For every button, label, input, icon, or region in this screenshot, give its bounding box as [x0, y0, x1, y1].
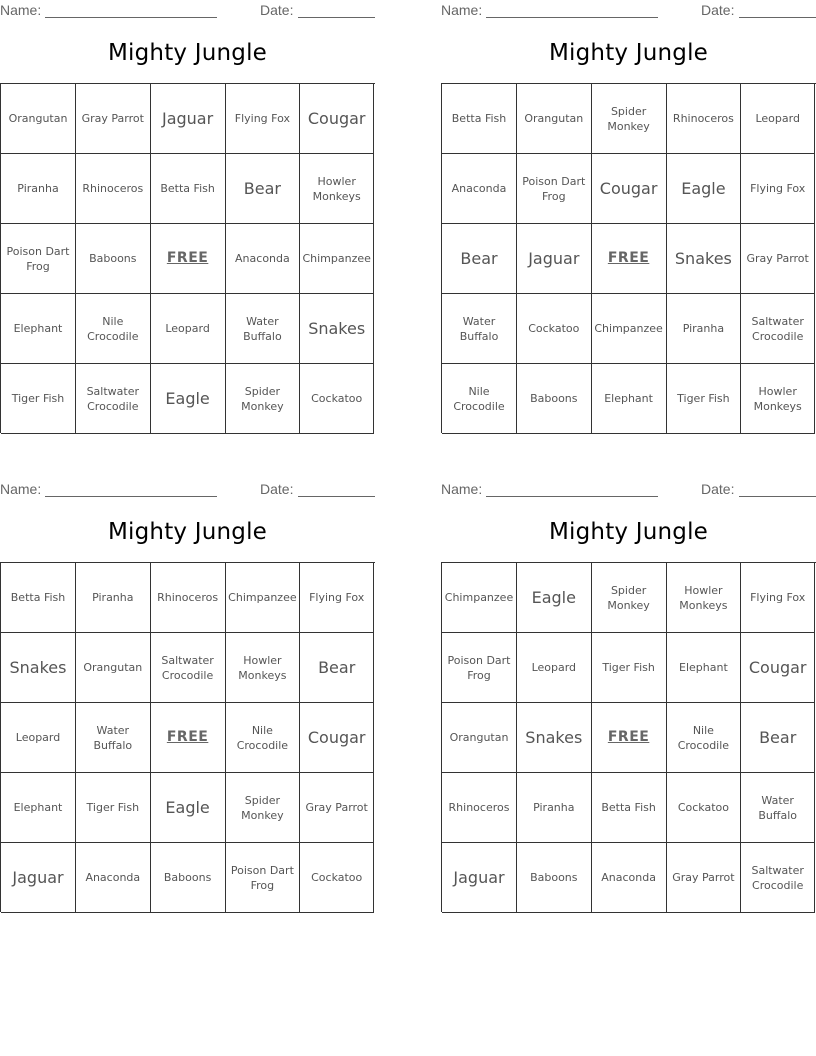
bingo-cell: Orangutan — [517, 84, 592, 154]
bingo-cell: Cougar — [741, 633, 815, 703]
bingo-card — [0, 0, 375, 440]
card-title: Mighty Jungle — [548, 519, 709, 545]
bingo-cell: Eagle — [517, 563, 592, 633]
bingo-cell: Gray Parrot — [76, 84, 151, 154]
bingo-cell: Elephant — [666, 633, 741, 703]
bingo-cell: Leopard — [151, 294, 226, 364]
bingo-cell: Betta Fish — [1, 563, 76, 633]
bingo-cell: Elephant — [1, 294, 76, 364]
bingo-cell: Cockatoo — [300, 843, 374, 913]
date-label: Date: — [260, 2, 294, 18]
bingo-cell: Anaconda — [225, 224, 300, 294]
bingo-cell: Howler Monkeys — [225, 633, 300, 703]
bingo-cell: Spider Monkey — [225, 773, 300, 843]
bingo-cell: Baboons — [76, 224, 151, 294]
free-space: FREE — [592, 224, 667, 294]
bingo-cell: Orangutan — [442, 703, 517, 773]
bingo-cell: Water Buffalo — [741, 773, 815, 843]
bingo-cell: Tiger Fish — [592, 633, 667, 703]
bingo-cell: Leopard — [1, 703, 76, 773]
bingo-cell: Eagle — [666, 154, 741, 224]
bingo-cell: Leopard — [741, 84, 815, 154]
bingo-cell: Cockatoo — [517, 294, 592, 364]
bingo-cell: Piranha — [517, 773, 592, 843]
bingo-cell: Piranha — [76, 563, 151, 633]
bingo-cell: Cougar — [300, 84, 374, 154]
bingo-cell: Rhinoceros — [151, 563, 226, 633]
bingo-cell: Water Buffalo — [225, 294, 300, 364]
bingo-cell: Piranha — [1, 154, 76, 224]
bingo-cell: Snakes — [1, 633, 76, 703]
bingo-cell: Baboons — [517, 843, 592, 913]
name-date-row — [0, 2, 375, 20]
bingo-cell: Gray Parrot — [741, 224, 815, 294]
bingo-cell: Snakes — [300, 294, 374, 364]
bingo-cell: Cougar — [300, 703, 374, 773]
name-label: Name: — [441, 481, 483, 497]
bingo-cell: Poison Dart Frog — [442, 633, 517, 703]
bingo-cell: Anaconda — [442, 154, 517, 224]
bingo-cell: Poison Dart Frog — [225, 843, 300, 913]
bingo-cell: Bear — [741, 703, 815, 773]
name-date-row — [0, 481, 375, 499]
bingo-cell: Howler Monkeys — [300, 154, 374, 224]
bingo-cell: Cockatoo — [300, 364, 374, 434]
name-blank-line[interactable] — [45, 2, 217, 18]
bingo-cell: Anaconda — [76, 843, 151, 913]
bingo-cell: Betta Fish — [151, 154, 226, 224]
bingo-cell: Orangutan — [1, 84, 76, 154]
bingo-card — [441, 479, 816, 919]
bingo-cell: Chimpanzee — [300, 224, 374, 294]
bingo-cell: Betta Fish — [442, 84, 517, 154]
bingo-cell: Water Buffalo — [76, 703, 151, 773]
bingo-cell: Chimpanzee — [442, 563, 517, 633]
bingo-grid — [441, 83, 816, 433]
bingo-cell: Betta Fish — [592, 773, 667, 843]
date-blank-line[interactable] — [298, 481, 375, 497]
bingo-cell: Rhinoceros — [666, 84, 741, 154]
bingo-cell: Chimpanzee — [592, 294, 667, 364]
date-blank-line[interactable] — [298, 2, 375, 18]
bingo-cell: Saltwater Crocodile — [151, 633, 226, 703]
bingo-cell: Jaguar — [1, 843, 76, 913]
name-label: Name: — [0, 481, 42, 497]
bingo-cell: Snakes — [666, 224, 741, 294]
bingo-cell: Nile Crocodile — [666, 703, 741, 773]
bingo-cell: Bear — [442, 224, 517, 294]
date-label: Date: — [260, 481, 294, 497]
bingo-cell: Eagle — [151, 773, 226, 843]
bingo-cell: Jaguar — [442, 843, 517, 913]
card-title: Mighty Jungle — [107, 40, 268, 66]
name-label: Name: — [441, 2, 483, 18]
bingo-grid — [0, 83, 375, 433]
bingo-cell: Orangutan — [76, 633, 151, 703]
name-date-row — [441, 2, 816, 20]
bingo-cell: Anaconda — [592, 843, 667, 913]
card-title: Mighty Jungle — [548, 40, 709, 66]
bingo-grid — [0, 562, 375, 912]
bingo-cell: Chimpanzee — [225, 563, 300, 633]
bingo-cell: Jaguar — [517, 224, 592, 294]
bingo-cell: Nile Crocodile — [225, 703, 300, 773]
name-blank-line[interactable] — [486, 481, 658, 497]
bingo-cell: Rhinoceros — [76, 154, 151, 224]
name-date-row — [441, 481, 816, 499]
bingo-cell: Saltwater Crocodile — [741, 294, 815, 364]
bingo-cell: Piranha — [666, 294, 741, 364]
bingo-cell: Water Buffalo — [442, 294, 517, 364]
name-blank-line[interactable] — [486, 2, 658, 18]
bingo-cell: Flying Fox — [741, 154, 815, 224]
name-blank-line[interactable] — [45, 481, 217, 497]
bingo-cell: Elephant — [1, 773, 76, 843]
bingo-cell: Spider Monkey — [592, 84, 667, 154]
date-blank-line[interactable] — [739, 2, 816, 18]
bingo-cell: Elephant — [592, 364, 667, 434]
bingo-cell: Howler Monkeys — [666, 563, 741, 633]
bingo-cell: Gray Parrot — [300, 773, 374, 843]
bingo-cell: Gray Parrot — [666, 843, 741, 913]
free-space: FREE — [592, 703, 667, 773]
bingo-cell: Bear — [300, 633, 374, 703]
date-blank-line[interactable] — [739, 481, 816, 497]
bingo-cell: Jaguar — [151, 84, 226, 154]
bingo-cell: Poison Dart Frog — [1, 224, 76, 294]
name-label: Name: — [0, 2, 42, 18]
bingo-cell: Saltwater Crocodile — [741, 843, 815, 913]
bingo-card — [0, 479, 375, 919]
bingo-cell: Baboons — [151, 843, 226, 913]
bingo-cell: Flying Fox — [300, 563, 374, 633]
bingo-cell: Eagle — [151, 364, 226, 434]
bingo-cell: Cockatoo — [666, 773, 741, 843]
bingo-grid — [441, 562, 816, 912]
bingo-cell: Poison Dart Frog — [517, 154, 592, 224]
bingo-cell: Flying Fox — [741, 563, 815, 633]
bingo-cell: Saltwater Crocodile — [76, 364, 151, 434]
bingo-cell: Tiger Fish — [76, 773, 151, 843]
bingo-cell: Baboons — [517, 364, 592, 434]
bingo-cell: Rhinoceros — [442, 773, 517, 843]
bingo-cell: Tiger Fish — [666, 364, 741, 434]
bingo-cell: Spider Monkey — [592, 563, 667, 633]
bingo-cell: Howler Monkeys — [741, 364, 815, 434]
free-space: FREE — [151, 224, 226, 294]
card-title: Mighty Jungle — [107, 519, 268, 545]
bingo-cell: Snakes — [517, 703, 592, 773]
bingo-cell: Nile Crocodile — [442, 364, 517, 434]
bingo-cell: Leopard — [517, 633, 592, 703]
bingo-cell: Bear — [225, 154, 300, 224]
bingo-cell: Nile Crocodile — [76, 294, 151, 364]
bingo-cell: Cougar — [592, 154, 667, 224]
bingo-cell: Flying Fox — [225, 84, 300, 154]
date-label: Date: — [701, 2, 735, 18]
bingo-card — [441, 0, 816, 440]
bingo-cell: Spider Monkey — [225, 364, 300, 434]
date-label: Date: — [701, 481, 735, 497]
bingo-cell: Tiger Fish — [1, 364, 76, 434]
free-space: FREE — [151, 703, 226, 773]
